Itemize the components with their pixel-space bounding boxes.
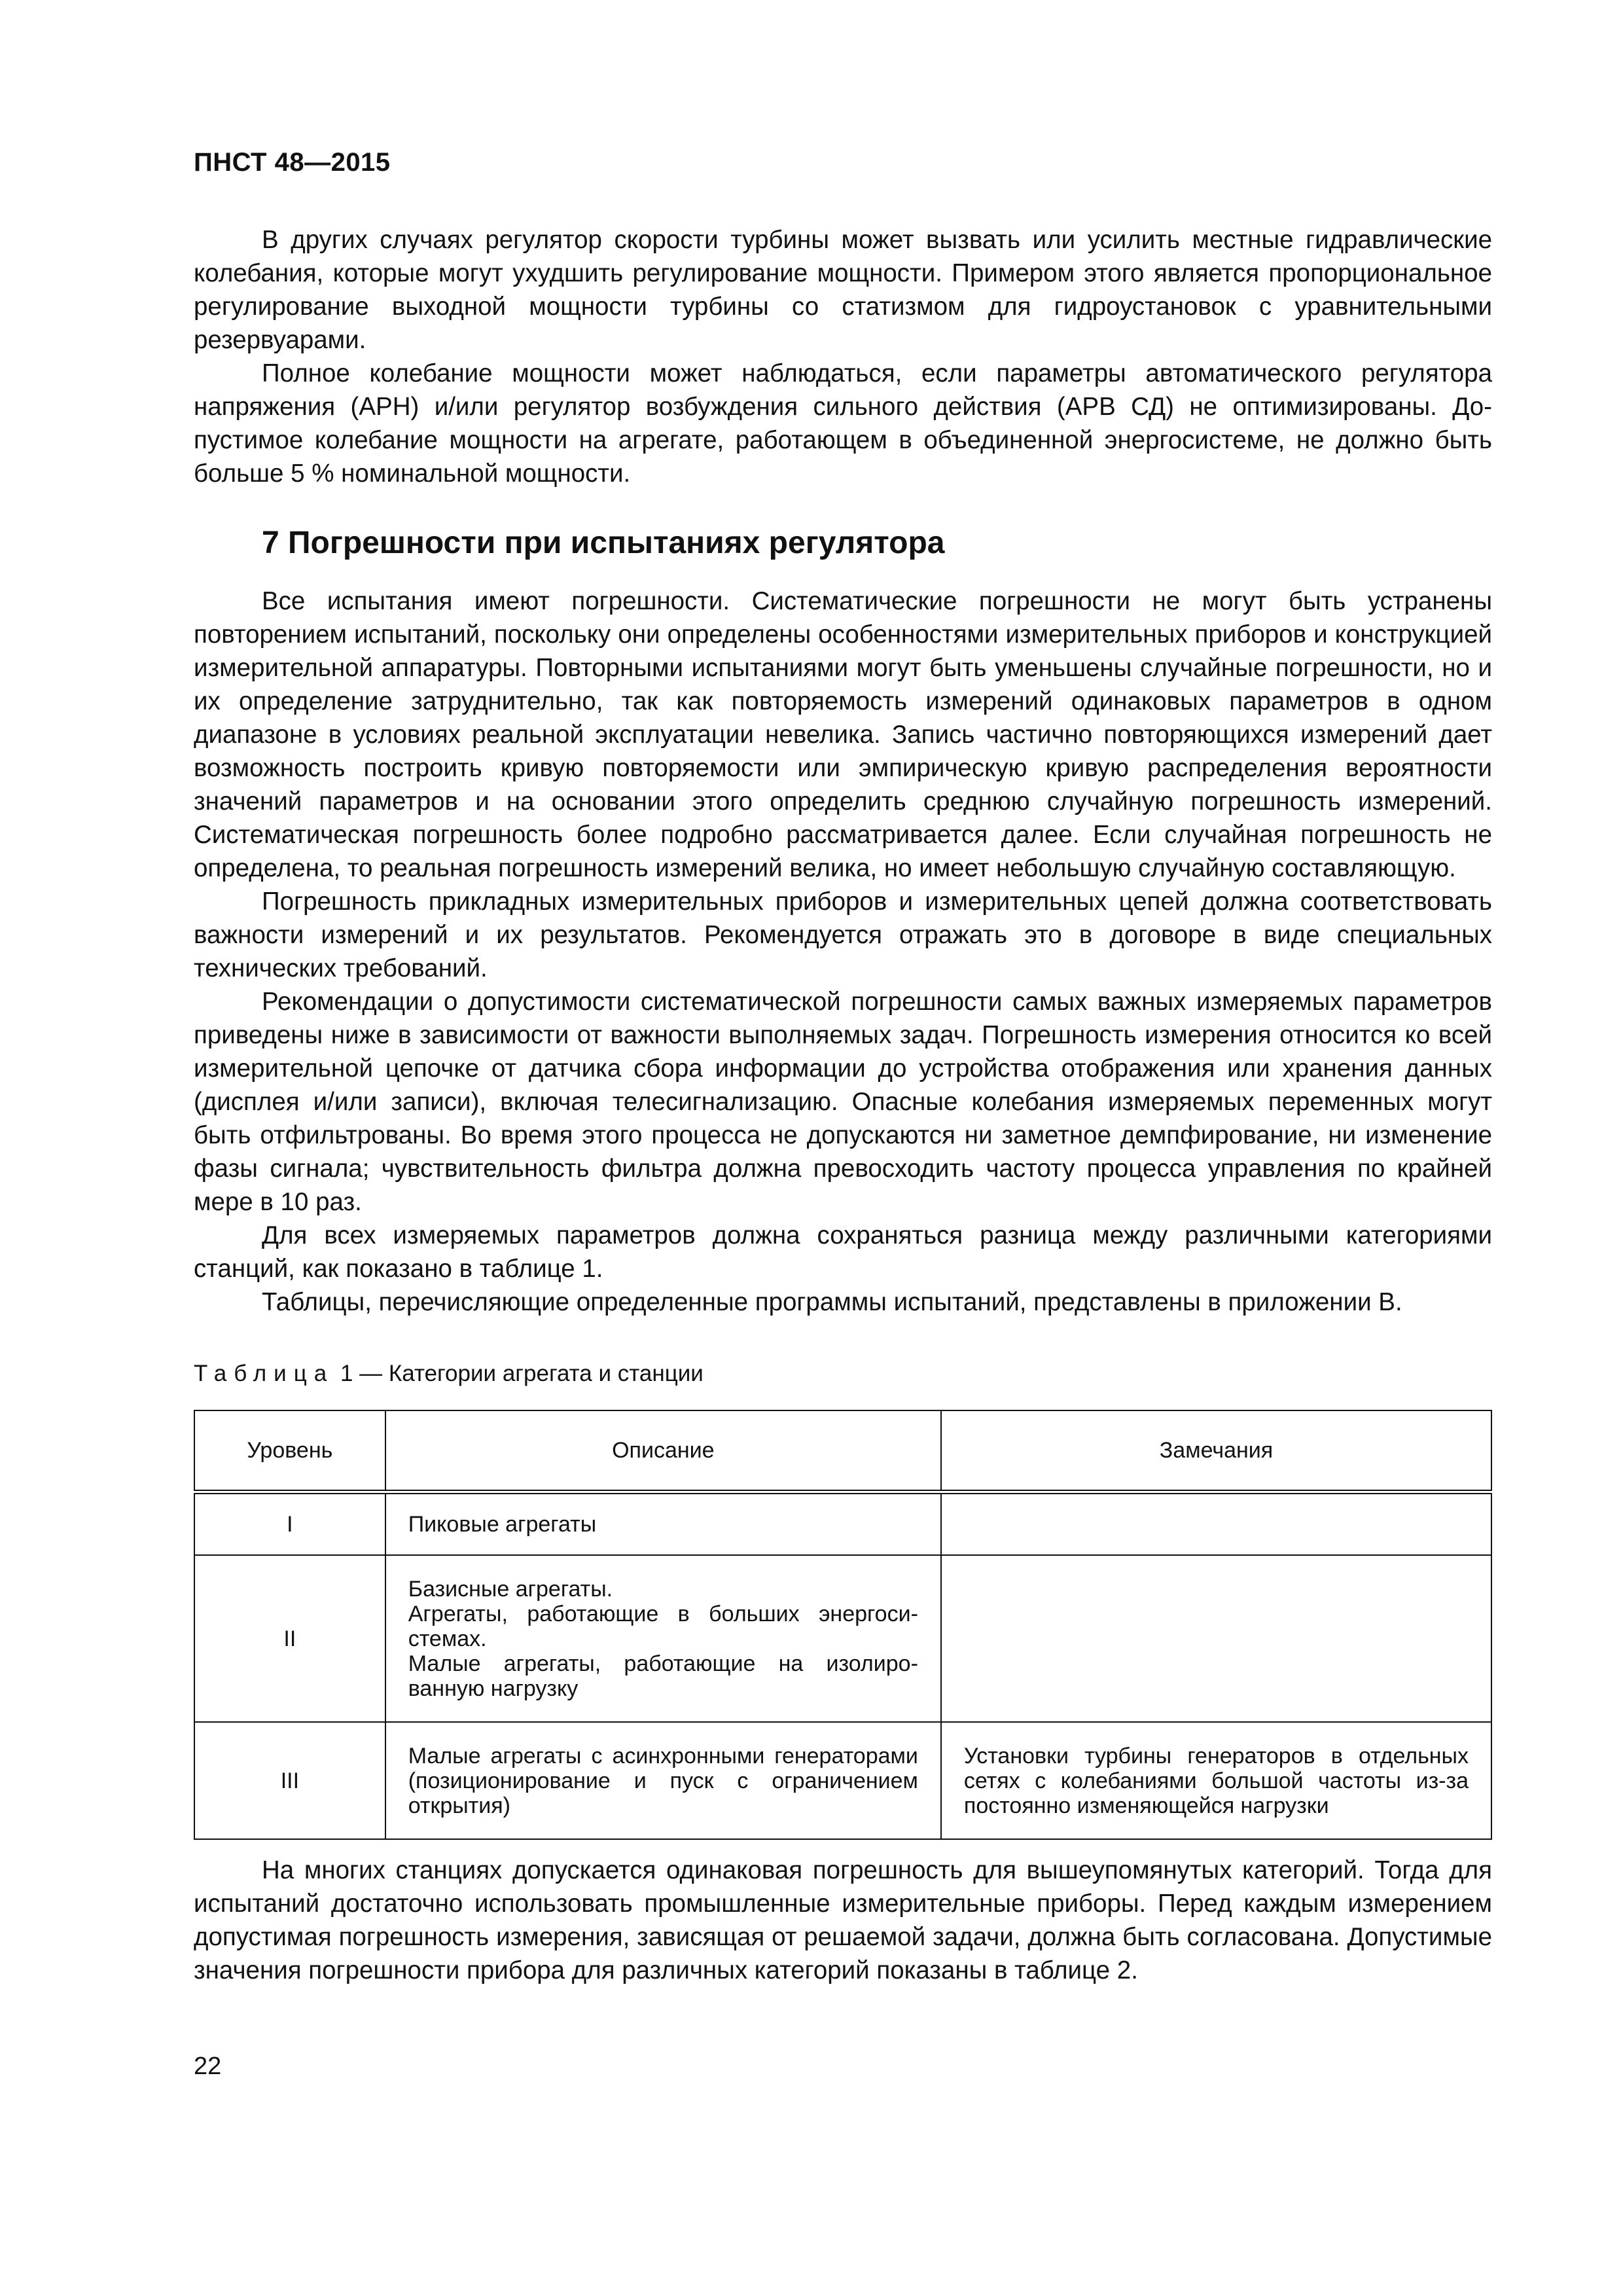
table-row [194,1555,1491,1722]
description-line: Пиковые агрегаты [408,1512,597,1537]
after-table-text [194,1854,1492,1987]
description-line: Малые агрегаты с асинхронными генераторами (позиционирование и пуск с ограничением открытия) [408,1743,918,1818]
paragraph: Для всех измеряемых параметров должна сохраняться разница между различными категориями станций, как показано в таблице 1. [194,1221,1492,1283]
paragraph: Полное колебание мощности может наблюдаться, если параметры автоматического регулятора напряжения (АРН) и/или регулятор возбуждения сильного действия (АРВ СД) не оптимизированы. Допустимое колебание мощности на агрегате, работающем в объединенной энергосистеме, не должно быть больше 5 % номинальной мощности. [194,359,1492,488]
paragraph: Таблицы, перечисляющие определенные программы испытаний, представлены в приложении В. [262,1288,1402,1316]
level-cell: III [194,1722,385,1839]
description-cell [385,1722,941,1839]
description-cell [385,1555,941,1722]
section-title: 7 Погрешности при испытаниях регулятора [262,526,945,560]
level-cell: II [194,1555,385,1722]
paragraph: Все испытания имеют погрешности. Систематические погрешности не могут быть устранены повторением испытаний, поскольку они определены особенностями измерительных приборов и конструкцией измерительной аппаратуры. Повторными испытаниями могут быть уменьшены случайные погрешности, но и их определение затруднительно, так как повторяемость измерений одинаковых параметров в одном диапазоне в условиях реальной эксплуатации невелика. Запись частично повторяющихся измерений дает возможность построить кривую повторяемости или эмпирическую кривую распределения вероятности значений параметров и на основании этого определить среднюю случайную погрешность измерений. Систематическая погрешность более подробно рассматривается далее. Если случайная погрешность не определена, то реальная погрешность измерений велика, но имеет небольшую случайную составляющую. [194,587,1492,882]
table-caption-label: Таблица [194,1361,334,1386]
remarks-cell: Установки турбины генераторов в отдельных сетях с колебаниями большой частоты из-за постоянно изменяющейся нагрузки [941,1722,1491,1839]
description-cell [385,1492,941,1556]
paragraph: Погрешность прикладных измерительных приборов и измерительных цепей должна соответствовать важности измерений и их результатов. Рекомендуется отражать это в договоре в виде специальных технических требований. [194,888,1492,982]
page-number: 22 [194,2053,222,2080]
paragraph: В других случаях регулятор скорости турбины может вызвать или усилить местные гидравлические колебания, которые могут ухудшить регулирование мощности. Примером этого является пропорциональное регулирование выходной мощности турбины со статизмом для гидроустановок с уравнительными резервуарами. [194,226,1492,354]
intro-text [194,223,1492,490]
section-text [194,584,1492,1319]
paragraph: На многих станциях допускается одинаковая погрешность для вышеупомянутых категорий. Тогда для испытаний достаточно использовать промышленные измерительные приборы. Перед каждым измерением допустимая погрешность измерения, зависящая от решаемой задачи, должна быть согласована. Допустимые значения погрешности прибора для различных категорий показаны в таблице 2. [194,1856,1492,1984]
column-header-level: Уровень [194,1410,385,1492]
table-row [194,1722,1491,1839]
table-caption-title: 1 — Категории агрегата и станции [334,1361,704,1386]
remarks-cell [941,1555,1491,1722]
column-header-remarks: Замечания [941,1410,1491,1492]
categories-table [194,1410,1492,1840]
table-header-row [194,1410,1491,1492]
remarks-cell [941,1492,1491,1556]
description-line: Малые агрегаты, работающие на изолированную нагрузку [408,1651,918,1701]
table-caption [194,1359,704,1388]
document-header: ПНСТ 48—2015 [194,148,391,177]
column-header-description: Описание [385,1410,941,1492]
paragraph: Рекомендации о допустимости систематической погрешности самых важных измеряемых параметров приведены ниже в зависимости от важности выполняемых задач. Погрешность измерения относится ко всей измерительной цепочке от датчика сбора информации до устройства отображения или хранения данных (дисплея и/или записи), включая телесигнализацию. Опасные колебания измеряемых переменных могут быть отфильтрованы. Во время этого процесса не допускаются ни заметное демпфирование, ни изменение фазы сигнала; чувствительность фильтра должна превосходить частоту процесса управления по крайней мере в 10 раз. [194,988,1492,1216]
description-line: Базисные агрегаты. [408,1576,613,1602]
level-cell: I [194,1492,385,1556]
table-row [194,1492,1491,1556]
description-line: Агрегаты, работающие в больших энергосистемах. [408,1601,918,1651]
